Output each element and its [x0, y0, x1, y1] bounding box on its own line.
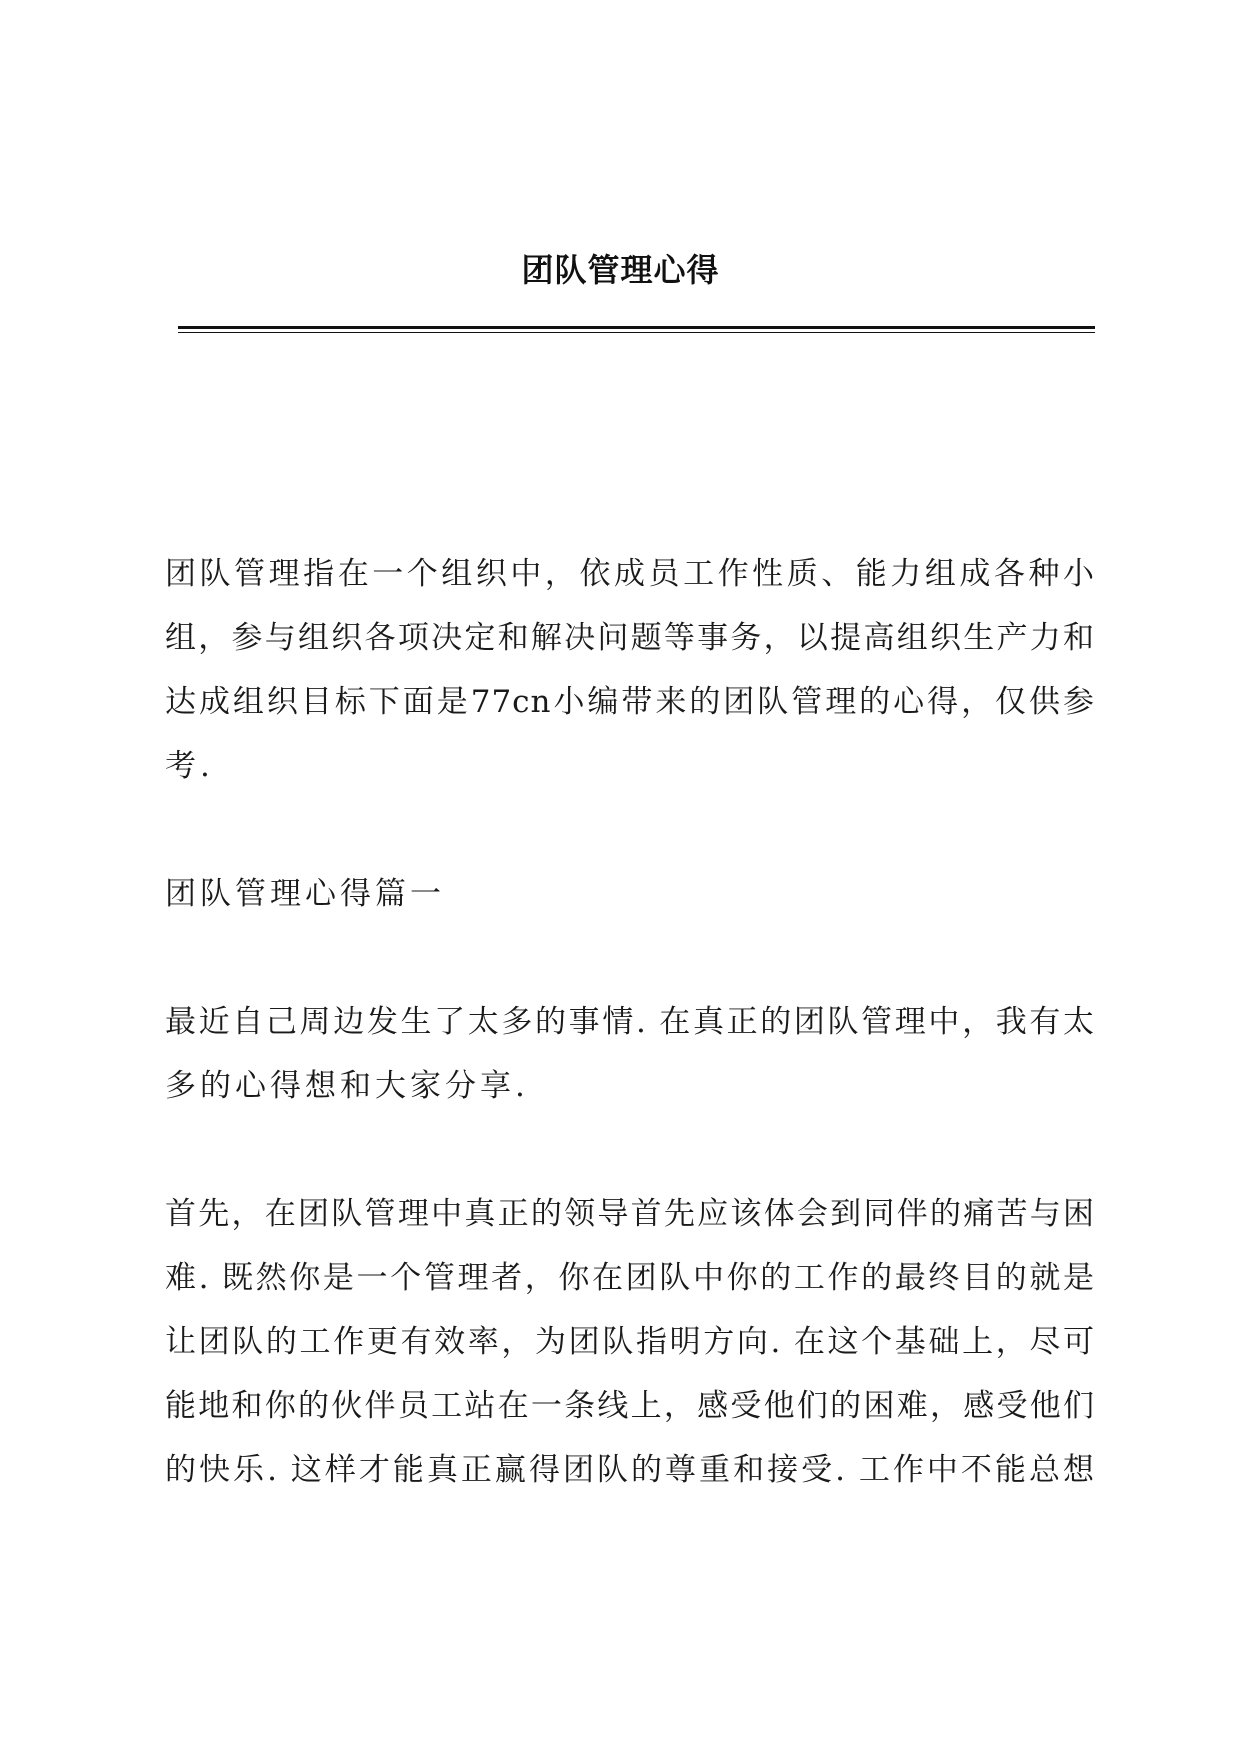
paragraph-opening — [165, 990, 1095, 1118]
paragraph-line: 的快乐. 这样才能真正赢得团队的尊重和接受. 工作中不能总想 — [165, 1452, 1095, 1488]
paragraph-line: 能地和你的伙伴员工站在一条线上，感受他们的困难，感受他们 — [165, 1388, 1095, 1424]
paragraph-first-point — [165, 1182, 1095, 1502]
paragraph-line: 让团队的工作更有效率，为团队指明方向. 在这个基础上，尽可 — [165, 1324, 1095, 1360]
document-title: 团队管理心得 — [521, 251, 720, 289]
section-heading-text: 团队管理心得篇一 — [165, 876, 445, 912]
title-divider — [178, 326, 1095, 333]
section-heading — [165, 862, 1095, 926]
paragraph-line: 团队管理指在一个组织中，依成员工作性质、能力组成各种小 — [165, 556, 1095, 592]
paragraph-line: 达成组织目标下面是77cn小编带来的团队管理的心得，仅供参 — [165, 684, 1095, 720]
paragraph-line: 难. 既然你是一个管理者，你在团队中你的工作的最终目的就是 — [165, 1260, 1095, 1296]
paragraph-line: 多的心得想和大家分享. — [165, 1068, 529, 1104]
paragraph-line: 最近自己周边发生了太多的事情. 在真正的团队管理中，我有太 — [165, 1004, 1095, 1040]
paragraph-line: 组，参与组织各项决定和解决问题等事务，以提高组织生产力和 — [165, 620, 1095, 656]
paragraph-line: 考. — [165, 748, 214, 784]
paragraph-line: 首先，在团队管理中真正的领导首先应该体会到同伴的痛苦与困 — [165, 1196, 1095, 1232]
paragraph-intro — [165, 542, 1095, 798]
